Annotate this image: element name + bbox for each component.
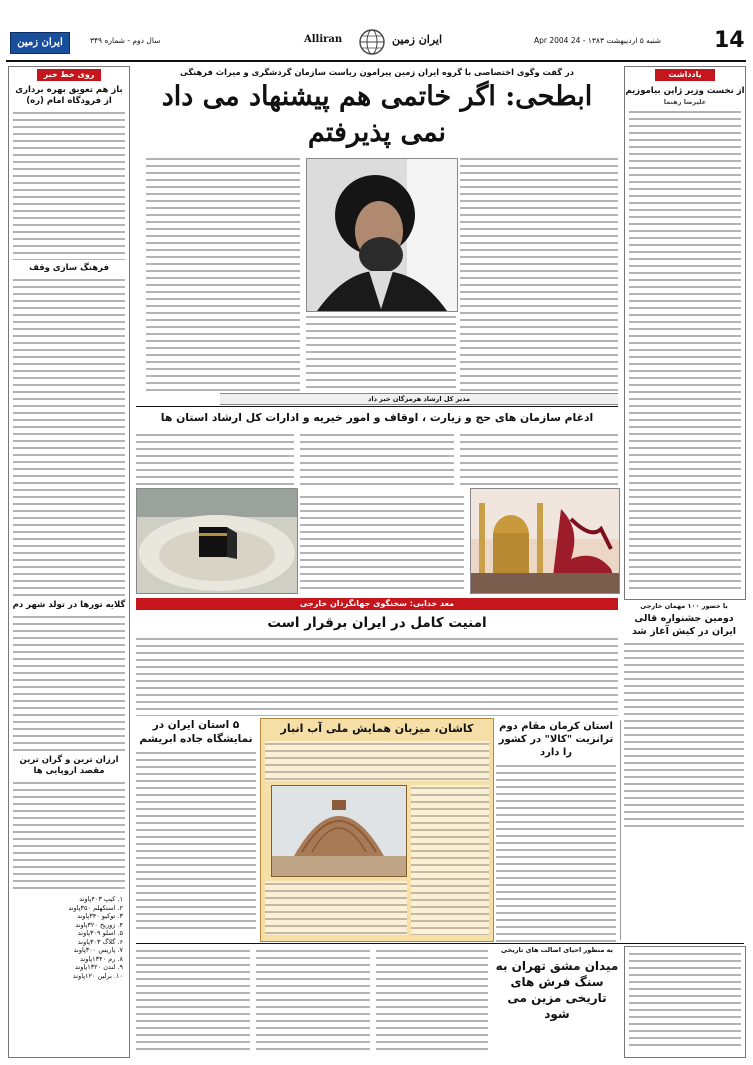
page-number: 14 bbox=[714, 28, 745, 53]
lead-photo-caption-text bbox=[306, 314, 456, 392]
price-item: ۳. توکیو ۳۴۰پاوند bbox=[77, 912, 123, 920]
price-item: ۶. گلاگ ۳۰۳پاوند bbox=[77, 937, 123, 946]
kashan-body-1 bbox=[265, 741, 489, 781]
left-body-1 bbox=[13, 110, 125, 260]
lead-headline-1: ابطحی: اگر خاتمی هم پیشنهاد می داد bbox=[161, 81, 593, 112]
paper-name-fa: ایران زمین bbox=[392, 33, 443, 46]
kashan-body-2 bbox=[411, 785, 489, 935]
lead-headline-2: نمی پذیرفتم bbox=[307, 117, 447, 148]
merger-rule bbox=[136, 406, 618, 407]
left-title-2: فرهنگ سازی وقف bbox=[28, 263, 110, 273]
left-body-2 bbox=[13, 277, 125, 597]
left-title-1: باز هم تعویق بهره برداری از فرودگاه امام (ره) bbox=[15, 85, 123, 106]
price-item: ۷. پاریس ۳۰۰پاوند bbox=[73, 946, 123, 954]
column-title: از نخست وزیر ژاپن بیاموزیم bbox=[625, 86, 745, 96]
kaaba-photo bbox=[136, 488, 298, 594]
lead-kicker: در گفت وگوی اختصاصی با گروه ایران زمین پیرامون ریاست سازمان گردشگری و میراث فرهنگی bbox=[179, 67, 575, 77]
security-bar: معد خدابی: سخنگوی جهانگردان خارجی bbox=[136, 598, 618, 610]
kashan-headline: کاشان، میزبان همایش ملی آب انبار bbox=[280, 722, 474, 735]
tehran-kicker: به منظور احیای اصالت های تاریخی bbox=[501, 946, 613, 954]
bottom-rule bbox=[136, 943, 744, 944]
kerman-story bbox=[496, 720, 616, 942]
date-line: شنبه ۵ اردیبهشت ۱۳۸۳ - 24 Apr 2004 bbox=[534, 36, 661, 45]
paper-logo bbox=[10, 32, 70, 54]
festival-body bbox=[624, 641, 744, 831]
tehran-side-body bbox=[629, 951, 741, 1051]
kashan-box bbox=[260, 718, 494, 942]
column-byline: علیرضا رهنما bbox=[663, 98, 707, 106]
tehran-story bbox=[494, 946, 620, 1056]
logo-text: ایران زمین bbox=[17, 37, 63, 48]
shrine-photo bbox=[470, 488, 620, 594]
security-body bbox=[136, 636, 618, 716]
security-headline: امنیت کامل در ایران برقرار است bbox=[267, 615, 487, 631]
merger-body-2 bbox=[300, 432, 454, 490]
lead-body-col-1 bbox=[460, 156, 618, 392]
kerman-body bbox=[496, 763, 616, 943]
column-body bbox=[629, 109, 741, 591]
festival-headline: دومین جشنواره قالی ایران در کیش آغاز شد bbox=[631, 613, 737, 637]
provinces-body bbox=[136, 750, 256, 934]
lead-caption-text: مدیر کل ارشاد هرمزگان خبر داد bbox=[368, 395, 470, 403]
tehran-headline: میدان مشق تهران به سنگ فرش های تاریخی مزین می شود bbox=[495, 959, 619, 1021]
left-title-4: ارزان ترین و گران ترین مقصد اروپایی ها bbox=[19, 755, 119, 776]
merger-body-1 bbox=[460, 432, 618, 486]
price-item: ۱۰. برلین ۱۲۰پاوند bbox=[72, 971, 123, 980]
portrait-image bbox=[307, 159, 457, 311]
merger-body-3 bbox=[136, 432, 294, 486]
lead-caption-bar bbox=[220, 393, 618, 405]
price-item: ۲. استکهلم ۳۵۰پاوند bbox=[68, 903, 123, 912]
merger-headline: ادغام سازمان های حج و زیارت ، اوقاف و امور خیریه و ادارات کل ارشاد استان ها bbox=[160, 411, 594, 424]
provinces-story bbox=[136, 718, 256, 940]
shrine-image bbox=[471, 489, 619, 593]
tehran-body-1 bbox=[376, 948, 488, 1054]
price-item: ۹. لندن ۱۳۲۰پاوند bbox=[75, 963, 123, 971]
masthead bbox=[6, 28, 746, 58]
price-item: ۱. کیپ ۴۰۳پاوند bbox=[79, 895, 123, 903]
left-column-label: روی خط خبر bbox=[37, 69, 101, 81]
tehran-body-2 bbox=[256, 948, 370, 1054]
masthead-rule bbox=[6, 60, 746, 62]
lead-body-col-2 bbox=[146, 156, 300, 392]
paper-name-en: Alliran bbox=[304, 34, 343, 45]
cistern-photo bbox=[271, 785, 407, 877]
globe-icon bbox=[358, 28, 386, 56]
left-column bbox=[8, 66, 130, 1058]
price-list bbox=[15, 895, 123, 980]
right-column bbox=[624, 66, 746, 600]
price-item: ۸. رم ۱۳۴۰پاوند bbox=[80, 954, 123, 963]
kashan-body-3 bbox=[265, 881, 407, 935]
issue-line: سال دوم - شماره ۳۴۹ bbox=[90, 36, 161, 45]
kerman-divider bbox=[620, 720, 621, 940]
merger-body-4 bbox=[300, 494, 464, 592]
tehran-body-3 bbox=[136, 948, 250, 1054]
column-label: یادداشت bbox=[655, 69, 715, 81]
kerman-headline: استان کرمان مقام دوم ترانزیت "کالا" در کشور را دارد bbox=[498, 721, 614, 758]
kaaba-image bbox=[137, 489, 297, 593]
festival-story bbox=[624, 602, 744, 832]
price-item: ۵. اسلو ۳۰۹پاوند bbox=[77, 929, 123, 937]
left-title-3: گلایه تورها در تولد شهر دم bbox=[12, 600, 126, 610]
left-body-3 bbox=[13, 614, 125, 752]
left-body-4 bbox=[13, 780, 125, 892]
price-item: ۴. زوریخ ۳۲۰پاوند bbox=[75, 920, 123, 929]
festival-kicker: با حضور ۱۰۰ مهمان خارجی bbox=[640, 602, 728, 610]
cistern-image bbox=[272, 786, 406, 876]
tehran-box bbox=[624, 946, 746, 1058]
provinces-headline: ۵ استان ایران در نمایشگاه جاده ابریشم bbox=[139, 719, 253, 745]
lead-photo bbox=[306, 158, 458, 312]
